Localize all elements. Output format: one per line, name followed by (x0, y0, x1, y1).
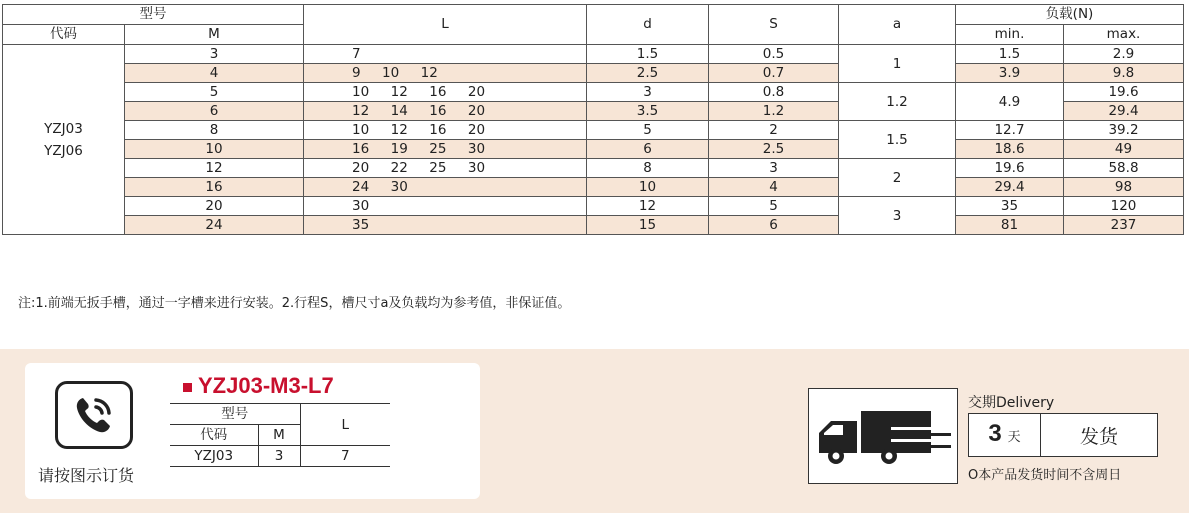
cell-m: 6 (125, 102, 304, 121)
header-min: min. (956, 25, 1064, 45)
delivery-truck-box (808, 388, 958, 484)
header-s: S (709, 5, 839, 45)
footnote: 注:1.前端无扳手槽，通过一字槽来进行安装。2.行程S，槽尺寸a及负载均为参考值，非保证值。 (18, 296, 571, 311)
cell-d: 6 (587, 140, 709, 159)
cell-m: 8 (125, 121, 304, 140)
cell-m: 3 (125, 45, 304, 64)
cell-m: 16 (125, 178, 304, 197)
cell-max: 49 (1064, 140, 1184, 159)
ex-header-code: 代码 (170, 425, 258, 446)
cell-s: 3 (709, 159, 839, 178)
ex-code: YZJ03 (170, 446, 258, 467)
cell-d: 10 (587, 178, 709, 197)
table-row (3, 197, 1184, 216)
cell-l: 35 (304, 216, 587, 235)
example-table (170, 403, 390, 467)
delivery-row (968, 413, 1158, 457)
example-code: YZJ03-M3-L7 (198, 373, 334, 398)
cell-s: 2 (709, 121, 839, 140)
cell-l: 12 14 16 20 (304, 102, 587, 121)
cell-d: 2.5 (587, 64, 709, 83)
header-code: 代码 (3, 25, 125, 45)
cell-m: 24 (125, 216, 304, 235)
cell-m: 20 (125, 197, 304, 216)
cell-m: 10 (125, 140, 304, 159)
ex-header-m: M (258, 425, 300, 446)
cell-d: 8 (587, 159, 709, 178)
table-row (3, 178, 1184, 197)
cell-min: 18.6 (956, 140, 1064, 159)
table-row (3, 45, 1184, 64)
cell-s: 4 (709, 178, 839, 197)
header-model: 型号 (3, 5, 304, 25)
example-title (183, 373, 334, 399)
cell-l: 7 (304, 45, 587, 64)
cell-l: 24 30 (304, 178, 587, 197)
cell-l: 9 10 12 (304, 64, 587, 83)
spec-table (2, 4, 1184, 235)
cell-l: 16 19 25 30 (304, 140, 587, 159)
cell-d: 5 (587, 121, 709, 140)
cell-max: 2.9 (1064, 45, 1184, 64)
table-row (3, 140, 1184, 159)
table-row (3, 159, 1184, 178)
header-l: L (304, 5, 587, 45)
cell-m: 12 (125, 159, 304, 178)
cell-min: 29.4 (956, 178, 1064, 197)
cell-max: 120 (1064, 197, 1184, 216)
delivery-title: 交期Delivery (968, 395, 1055, 411)
delivery-days-unit: 天 (1007, 430, 1021, 445)
cell-min: 81 (956, 216, 1064, 235)
cell-l: 30 (304, 197, 587, 216)
cell-s: 0.8 (709, 83, 839, 102)
cell-m: 5 (125, 83, 304, 102)
cell-s: 0.7 (709, 64, 839, 83)
cell-a: 2 (839, 159, 956, 197)
header-max: max. (1064, 25, 1184, 45)
cell-min: 4.9 (956, 83, 1064, 121)
header-m: M (125, 25, 304, 45)
cell-l: 10 12 16 20 (304, 83, 587, 102)
table-row (3, 83, 1184, 102)
delivery-footnote: O本产品发货时间不含周日 (968, 468, 1122, 483)
delivery-days-number: 3 (988, 420, 1002, 447)
cell-a: 1.2 (839, 83, 956, 121)
ex-m: 3 (258, 446, 300, 467)
cell-a: 3 (839, 197, 956, 235)
cell-l: 10 12 16 20 (304, 121, 587, 140)
cell-a: 1.5 (839, 121, 956, 159)
cell-max: 19.6 (1064, 83, 1184, 102)
order-card (25, 363, 480, 499)
header-d: d (587, 5, 709, 45)
cell-max: 237 (1064, 216, 1184, 235)
cell-s: 5 (709, 197, 839, 216)
cell-max: 39.2 (1064, 121, 1184, 140)
cell-a: 1 (839, 45, 956, 83)
cell-min: 35 (956, 197, 1064, 216)
cell-m: 4 (125, 64, 304, 83)
cell-d: 15 (587, 216, 709, 235)
code-yzj03: YZJ03 (44, 120, 83, 137)
table-row (3, 64, 1184, 83)
cell-d: 3 (587, 83, 709, 102)
cell-d: 12 (587, 197, 709, 216)
cell-max: 9.8 (1064, 64, 1184, 83)
code-cell (3, 45, 125, 235)
delivery-days (969, 414, 1041, 456)
square-bullet-icon (183, 383, 192, 392)
ex-header-model: 型号 (170, 404, 300, 425)
truck-icon (809, 389, 956, 482)
delivery-panel (958, 388, 1170, 484)
cell-s: 2.5 (709, 140, 839, 159)
ex-l: 7 (300, 446, 390, 467)
header-load: 负载(N) (956, 5, 1184, 25)
cell-s: 0.5 (709, 45, 839, 64)
cell-d: 1.5 (587, 45, 709, 64)
header-a: a (839, 5, 956, 45)
cell-d: 3.5 (587, 102, 709, 121)
cell-min: 1.5 (956, 45, 1064, 64)
cell-max: 29.4 (1064, 102, 1184, 121)
cell-max: 98 (1064, 178, 1184, 197)
cell-min: 3.9 (956, 64, 1064, 83)
order-label: 请按图示订货 (38, 466, 135, 485)
phone-icon (55, 381, 133, 449)
code-yzj06: YZJ06 (44, 142, 83, 159)
cell-s: 1.2 (709, 102, 839, 121)
table-row (3, 121, 1184, 140)
cell-max: 58.8 (1064, 159, 1184, 178)
delivery-ship-label: 发货 (1079, 425, 1118, 448)
cell-s: 6 (709, 216, 839, 235)
cell-min: 12.7 (956, 121, 1064, 140)
table-row (3, 216, 1184, 235)
ex-header-l: L (300, 404, 390, 446)
cell-l: 20 22 25 30 (304, 159, 587, 178)
cell-min: 19.6 (956, 159, 1064, 178)
